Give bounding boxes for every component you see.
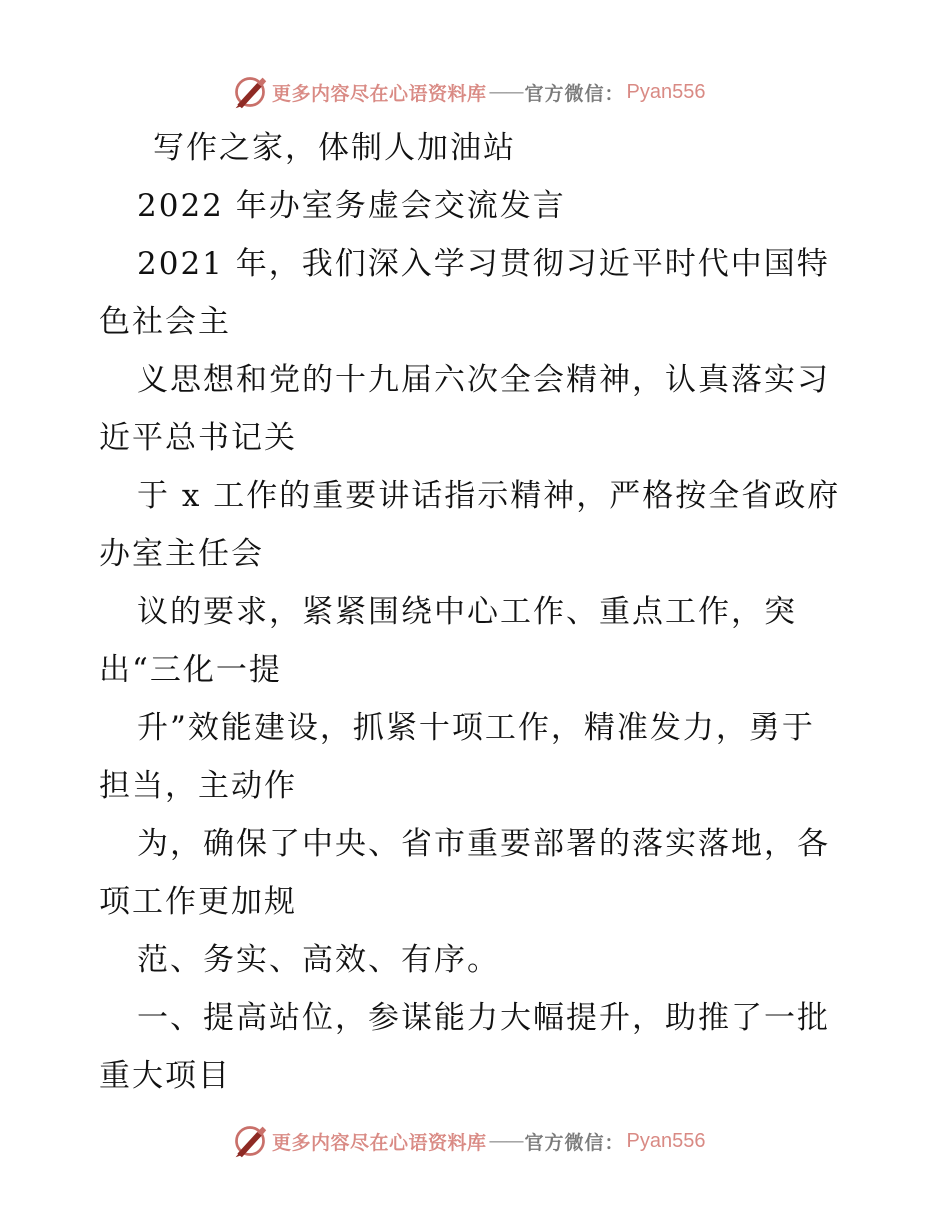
doc-title: 2022 年办室务虚会交流发言 xyxy=(137,188,566,224)
watermark-text: 更多内容尽在心语资料库 xyxy=(272,1131,487,1154)
doc-section-heading: 一、提高站位，参谋能力大幅提升，助推了一批 xyxy=(137,1000,830,1036)
fountain-pen-logo-icon xyxy=(232,74,268,110)
doc-line: 升”效能建设，抓紧十项工作，精准发力，勇于 xyxy=(137,710,815,746)
watermark-label: 官方微信： xyxy=(524,1131,625,1154)
doc-line: 为，确保了中央、省市重要部署的落实落地，各 xyxy=(137,826,830,862)
doc-line: 办室主任会 xyxy=(99,536,264,572)
doc-line: 出“三化一提 xyxy=(99,652,282,688)
doc-line: 重大项目 xyxy=(99,1058,231,1094)
header-watermark xyxy=(232,72,706,112)
doc-line: 担当，主动作 xyxy=(99,768,297,804)
doc-line: 于 x 工作的重要讲话指示精神，严格按全省政府 xyxy=(137,478,841,514)
doc-line: 色社会主 xyxy=(99,304,231,340)
watermark-dash: —— xyxy=(488,1130,523,1152)
watermark-label: 官方微信： xyxy=(524,82,625,105)
watermark-id: Pyan556 xyxy=(626,1129,706,1152)
watermark-id: Pyan556 xyxy=(626,80,706,103)
doc-line: 范、务实、高效、有序。 xyxy=(137,942,500,978)
footer-watermark xyxy=(232,1121,706,1161)
doc-line: 义思想和党的十九届六次全会精神，认真落实习 xyxy=(137,362,830,398)
fountain-pen-logo-icon xyxy=(232,1123,268,1159)
doc-line: 项工作更加规 xyxy=(99,884,297,920)
watermark-dash: —— xyxy=(488,81,523,103)
watermark-text: 更多内容尽在心语资料库 xyxy=(272,82,487,105)
doc-line: 写作之家，体制人加油站 xyxy=(153,130,516,166)
doc-line: 近平总书记关 xyxy=(99,420,297,456)
doc-line: 2021 年，我们深入学习贯彻习近平时代中国特 xyxy=(137,246,830,282)
doc-line: 议的要求，紧紧围绕中心工作、重点工作，突 xyxy=(137,594,797,630)
